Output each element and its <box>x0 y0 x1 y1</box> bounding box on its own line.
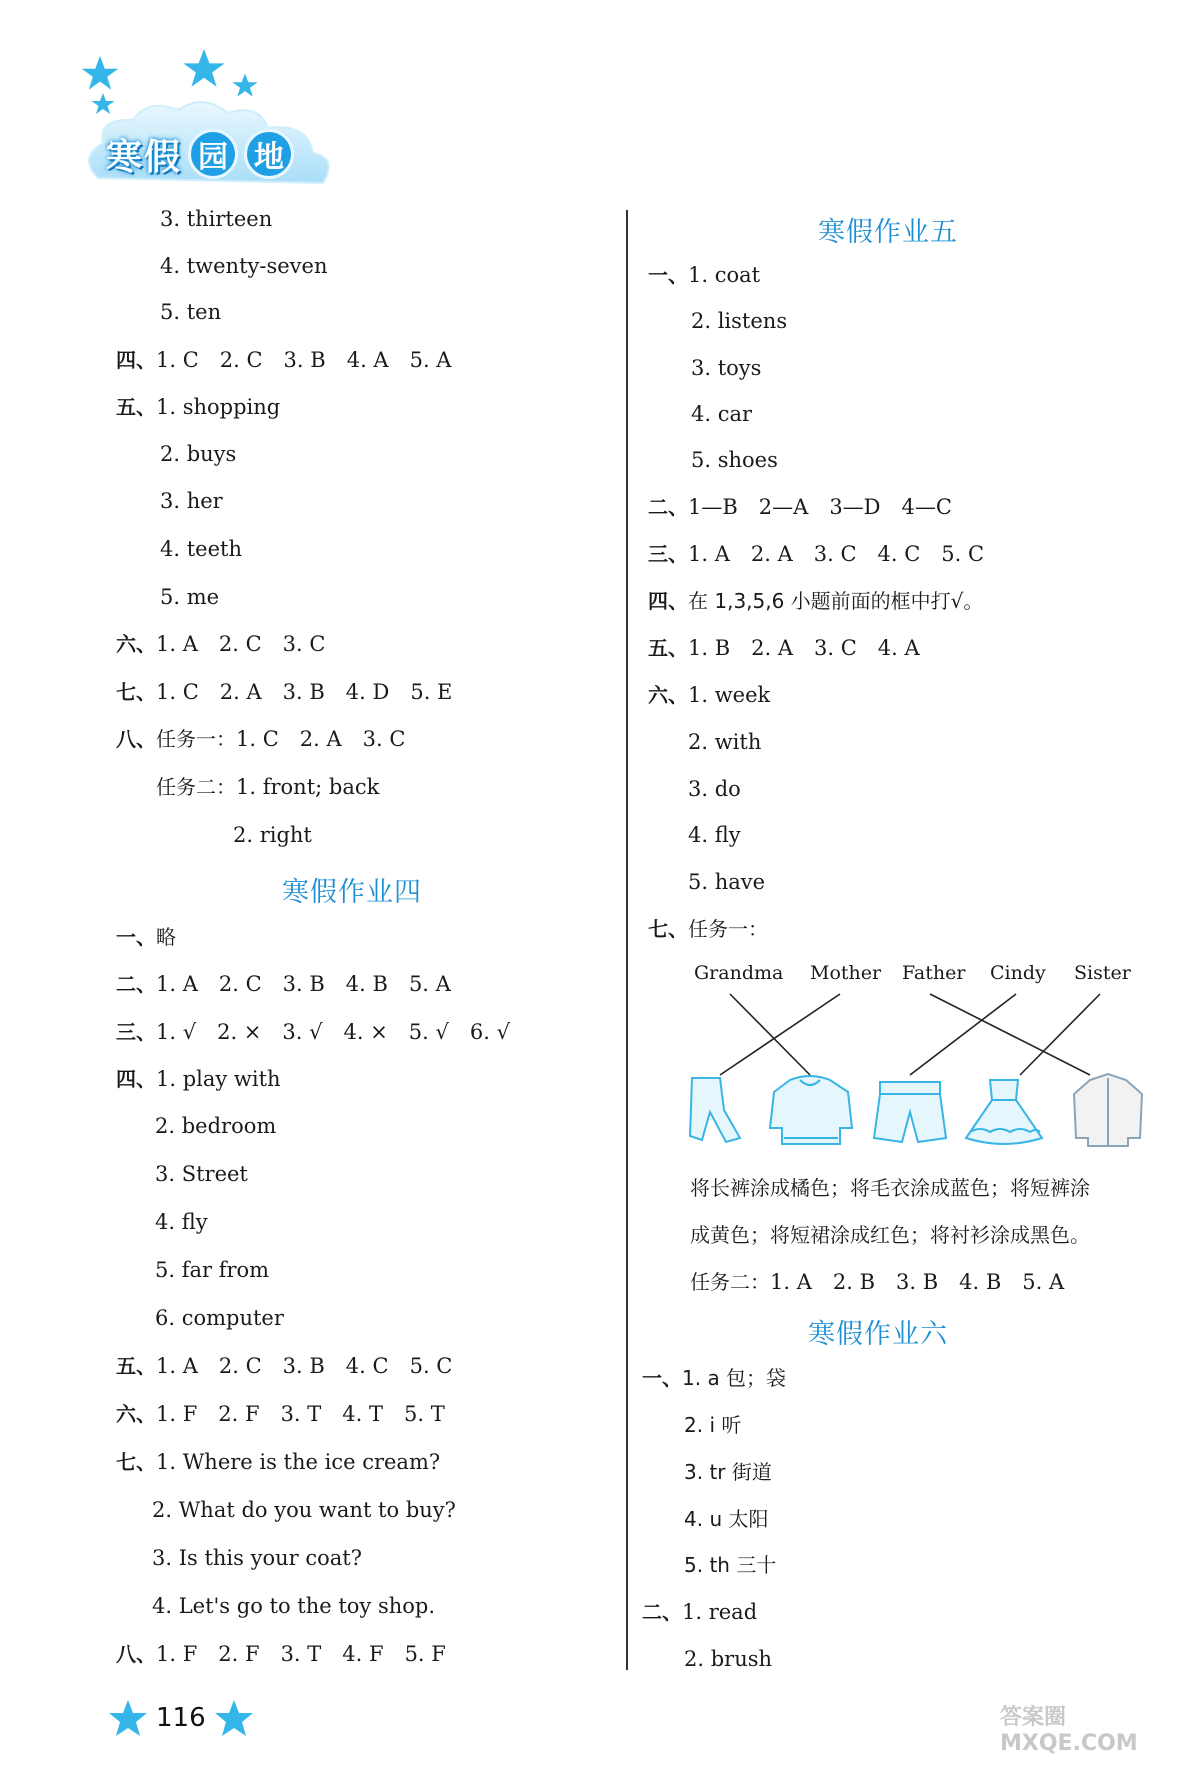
answer-line: 5. have <box>688 870 766 894</box>
answer-line: 五、1. shopping <box>116 395 281 419</box>
answer-line: 2. buys <box>160 442 237 466</box>
answer-line: 六、1. F 2. F 3. T 4. T 5. T <box>116 1402 445 1426</box>
answer-line: 4. u 太阳 <box>684 1507 769 1531</box>
answer-line: 4. fly <box>688 823 741 847</box>
answer-line: 3. tr 街道 <box>684 1460 772 1484</box>
shorts-icon <box>874 1082 946 1142</box>
answer-line: 3. her <box>160 489 223 513</box>
matching-lines <box>680 960 1160 1150</box>
answer-line: 4. fly <box>155 1210 208 1234</box>
answer-line: 任务二：1. front; back <box>156 775 380 799</box>
answer-line: 5. th 三十 <box>684 1553 777 1577</box>
section-title: 寒假作业五 <box>818 217 958 248</box>
watermark: 答案圈 MXQE.COM <box>1000 1705 1138 1756</box>
answer-line: 七、1. C 2. A 3. B 4. D 5. E <box>116 680 453 704</box>
answer-line: 4. Let's go to the toy shop. <box>152 1594 436 1618</box>
answer-line: 4. twenty-seven <box>160 254 328 278</box>
header-title <box>106 124 294 184</box>
answer-line: 六、1. A 2. C 3. C <box>116 632 326 656</box>
answer-line: 2. right <box>233 823 312 847</box>
answer-line: 成黄色；将短裙涂成红色；将衬衫涂成黑色。 <box>690 1223 1090 1247</box>
answer-line: 4. car <box>691 402 753 426</box>
answer-line: 3. do <box>688 777 741 801</box>
answer-line: 3. thirteen <box>160 207 273 231</box>
header-char: 寒 <box>106 136 143 178</box>
header-circle-char: 地 <box>244 129 294 179</box>
name-label: Grandma <box>694 962 784 984</box>
section-title: 寒假作业四 <box>282 877 422 908</box>
answer-line: 将长裤涂成橘色；将毛衣涂成蓝色；将短裤涂 <box>690 1176 1090 1200</box>
star-icon <box>108 1698 148 1738</box>
answer-line: 三、1. √ 2. × 3. √ 4. × 5. √ 6. √ <box>116 1020 510 1044</box>
name-label: Cindy <box>990 962 1046 984</box>
answer-line: 六、1. week <box>648 683 771 707</box>
header-char: 假 <box>144 136 181 178</box>
answer-line: 一、略 <box>116 925 176 949</box>
answer-line: 四、1. C 2. C 3. B 4. A 5. A <box>116 348 452 372</box>
answer-line: 6. computer <box>155 1306 284 1330</box>
answer-line: 一、1. a 包；袋 <box>642 1366 787 1390</box>
answer-line: 任务二：1. A 2. B 3. B 4. B 5. A <box>690 1270 1065 1294</box>
answer-line: 三、1. A 2. A 3. C 4. C 5. C <box>648 542 985 566</box>
answer-line: 八、1. F 2. F 3. T 4. F 5. F <box>116 1642 446 1666</box>
sweater-icon <box>770 1076 852 1144</box>
name-label: Mother <box>810 962 882 984</box>
answer-line: 5. shoes <box>691 448 778 472</box>
answer-line: 2. with <box>688 730 762 754</box>
answer-line: 3. toys <box>691 356 762 380</box>
answer-line: 二、1. read <box>642 1600 758 1624</box>
answer-line: 2. brush <box>684 1647 773 1671</box>
answer-line: 5. ten <box>160 300 222 324</box>
answer-line: 3. Street <box>155 1162 248 1186</box>
answer-line: 二、1. A 2. C 3. B 4. B 5. A <box>116 972 451 996</box>
answer-line: 2. What do you want to buy? <box>152 1498 456 1522</box>
shirt-icon <box>1074 1074 1142 1146</box>
star-icon <box>214 1698 254 1738</box>
answer-line: 2. bedroom <box>155 1114 277 1138</box>
section-title: 寒假作业六 <box>808 1319 948 1350</box>
answer-line: 五、1. B 2. A 3. C 4. A <box>648 636 920 660</box>
matching-figure <box>680 960 1160 1150</box>
header-badge <box>78 48 378 198</box>
answer-line: 八、任务一：1. C 2. A 3. C <box>116 727 406 751</box>
skirt-icon <box>966 1080 1042 1144</box>
pants-icon <box>690 1078 740 1142</box>
answer-line: 四、1. play with <box>116 1067 281 1091</box>
header-circle-char: 园 <box>188 129 238 179</box>
answer-line: 二、1—B 2—A 3—D 4—C <box>648 495 952 519</box>
answer-line: 五、1. A 2. C 3. B 4. C 5. C <box>116 1354 453 1378</box>
page-footer <box>108 1693 254 1743</box>
answer-line: 2. listens <box>691 309 788 333</box>
answer-line: 5. me <box>160 585 220 609</box>
answer-line: 七、任务一： <box>648 917 768 941</box>
answer-line: 5. far from <box>155 1258 270 1282</box>
answer-line: 4. teeth <box>160 537 242 561</box>
answer-line: 3. Is this your coat? <box>152 1546 362 1570</box>
column-divider <box>626 210 628 1670</box>
answer-line: 七、1. Where is the ice cream? <box>116 1450 441 1474</box>
answer-line: 四、在 1,3,5,6 小题前面的框中打√。 <box>648 589 984 613</box>
page-number: 116 <box>156 1703 206 1733</box>
answer-line: 2. i 听 <box>684 1413 742 1437</box>
name-label: Sister <box>1074 962 1131 984</box>
name-label: Father <box>902 962 966 984</box>
answer-line: 一、1. coat <box>648 263 761 287</box>
